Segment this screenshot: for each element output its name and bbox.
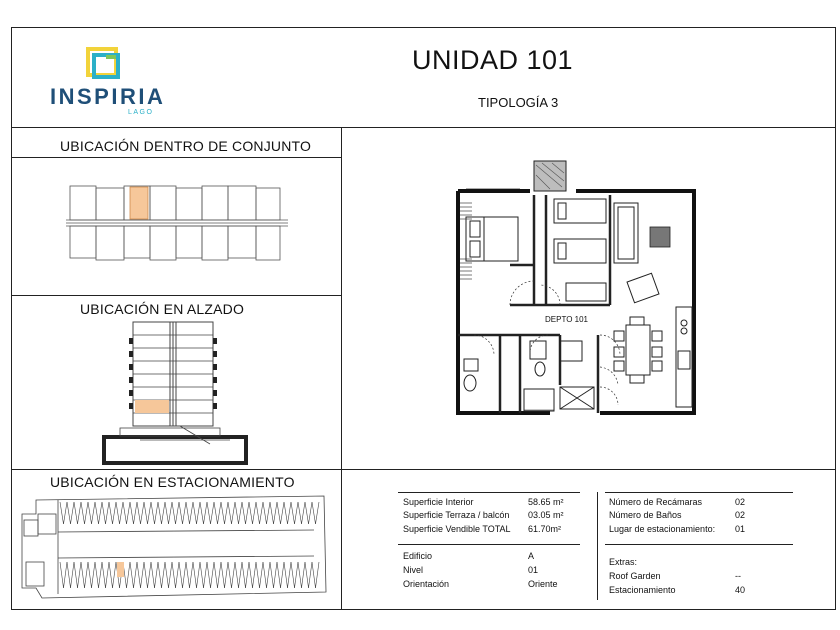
parking-stall-line — [211, 502, 215, 524]
parking-stall-line — [316, 562, 320, 588]
parking-stall-line — [134, 502, 138, 524]
parking-stall-line — [148, 562, 152, 588]
parking-stall-line — [176, 562, 180, 588]
parking-stall-line — [99, 562, 103, 588]
parking-stall-line — [284, 562, 288, 588]
area-value: 61.70m² — [528, 524, 562, 534]
parking-stall-line — [232, 502, 236, 524]
feature-value: 02 — [735, 510, 746, 520]
logo-mark-icon — [86, 47, 120, 79]
parking-stall-line — [113, 562, 117, 588]
area-value: 58.65 m² — [528, 497, 564, 507]
parking-stall-line — [260, 502, 264, 524]
parking-stall-line — [291, 502, 295, 524]
parking-stall-line — [242, 502, 246, 524]
parking-stall-line — [281, 502, 285, 524]
parking-stall-line — [113, 502, 117, 524]
parking-stall-line — [232, 562, 236, 588]
parking-stall-line — [235, 502, 239, 524]
parking-stall-line — [221, 562, 225, 588]
parking-stall-line — [165, 502, 169, 524]
parking-stall-line — [288, 562, 292, 588]
parking-stall-line — [92, 502, 96, 524]
extra-label: Estacionamiento — [609, 585, 676, 595]
parking-stall-line — [305, 502, 309, 524]
parking-stall-line — [312, 562, 316, 588]
parking-stall-line — [137, 502, 141, 524]
parking-stall-line — [151, 502, 155, 524]
parking-stall-line — [162, 502, 166, 524]
parking-stall-line — [200, 502, 204, 524]
building-label: Orientación — [403, 579, 450, 589]
parking-stall-line — [225, 502, 229, 524]
parking-stall-line — [74, 502, 78, 524]
parking-stall-line — [151, 562, 155, 588]
parking-stall-line — [263, 562, 267, 588]
feature-label: Número de Baños — [609, 510, 682, 520]
parking-stall-line — [74, 562, 78, 588]
highlighted-level — [135, 400, 169, 413]
parking-stall-line — [246, 562, 250, 588]
feature-label: Número de Recámaras — [609, 497, 703, 507]
feature-label: Lugar de estacionamiento: — [609, 524, 716, 534]
parking-stall-line — [95, 502, 99, 524]
highlighted-unit — [130, 187, 148, 219]
parking-stall-line — [176, 502, 180, 524]
parking-stall-line — [169, 502, 173, 524]
parking-stall-line — [190, 502, 194, 524]
parking-stall-line — [64, 562, 68, 588]
parking-stall-line — [71, 502, 75, 524]
parking-stall-line — [242, 562, 246, 588]
parking-stall-line — [130, 562, 134, 588]
parking-stall-line — [249, 562, 253, 588]
parking-stall-line — [260, 562, 264, 588]
estacionamiento-section-title: UBICACIÓN EN ESTACIONAMIENTO — [50, 474, 295, 490]
parking-stall-line — [186, 502, 190, 524]
parking-stall-line — [99, 502, 103, 524]
parking-stall-line — [246, 502, 250, 524]
parking-stall-line — [256, 562, 260, 588]
info-rule-right-middle — [605, 544, 793, 545]
parking-stall-line — [235, 562, 239, 588]
parking-stall-line — [106, 502, 110, 524]
parking-stall-line — [116, 502, 120, 524]
parking-stall-line — [81, 562, 85, 588]
parking-stall-line — [158, 502, 162, 524]
parking-stall-line — [162, 562, 166, 588]
parking-stall-line — [298, 502, 302, 524]
parking-stall-line — [120, 502, 124, 524]
alzado-section-title: UBICACIÓN EN ALZADO — [80, 301, 245, 317]
unit-title: UNIDAD 101 — [412, 45, 574, 75]
parking-stall-line — [81, 502, 85, 524]
parking-stall-line — [85, 562, 89, 588]
parking-stall-line — [270, 562, 274, 588]
parking-stall-line — [256, 502, 260, 524]
parking-stall-line — [183, 502, 187, 524]
parking-stall-line — [218, 502, 222, 524]
extras-title: Extras: — [609, 557, 638, 567]
parking-stall-line — [186, 562, 190, 588]
parking-stall-line — [130, 502, 134, 524]
parking-stall-line — [316, 502, 320, 524]
info-rule-left-middle — [398, 544, 580, 545]
parking-stall-line — [179, 562, 183, 588]
parking-stall-line — [207, 502, 211, 524]
parking-stall-line — [270, 502, 274, 524]
parking-stall-line — [288, 502, 292, 524]
elevation-diagram — [100, 318, 250, 468]
info-rule-left-top — [398, 492, 580, 493]
parking-stall-line — [88, 562, 92, 588]
parking-stall-line — [295, 562, 299, 588]
parking-stall-line — [123, 502, 127, 524]
parking-stall-line — [302, 562, 306, 588]
parking-stall-line — [179, 502, 183, 524]
parking-stall-line — [228, 562, 232, 588]
parking-stall-line — [183, 562, 187, 588]
highlighted-parking-spot — [117, 562, 124, 577]
parking-stall-line — [88, 502, 92, 524]
parking-stall-line — [295, 502, 299, 524]
parking-stall-line — [211, 562, 215, 588]
floor-plan-unit-label: DEPTO 101 — [545, 315, 588, 324]
parking-stall-line — [193, 502, 197, 524]
parking-stall-line — [64, 502, 68, 524]
floor-plan-drawing — [450, 155, 700, 417]
area-label: Superficie Vendible TOTAL — [403, 524, 511, 534]
info-rule-right-top — [605, 492, 793, 493]
parking-stall-line — [239, 562, 243, 588]
parking-stall-line — [155, 502, 159, 524]
parking-stall-line — [274, 562, 278, 588]
parking-stall-line — [60, 562, 64, 588]
parking-stall-line — [309, 562, 313, 588]
parking-stall-line — [127, 502, 131, 524]
parking-stall-line — [218, 562, 222, 588]
feature-value: 01 — [735, 524, 746, 534]
parking-stall-line — [102, 502, 106, 524]
parking-stall-line — [228, 502, 232, 524]
parking-stall-line — [197, 562, 201, 588]
parking-stall-line — [137, 562, 141, 588]
area-label: Superficie Interior — [403, 497, 474, 507]
conjunto-section-title: UBICACIÓN DENTRO DE CONJUNTO — [60, 138, 312, 154]
parking-stall-line — [148, 502, 152, 524]
parking-stall-line — [109, 562, 113, 588]
parking-stall-line — [92, 562, 96, 588]
parking-stall-line — [253, 562, 257, 588]
parking-stall-line — [291, 562, 295, 588]
parking-stall-line — [298, 562, 302, 588]
parking-stall-line — [267, 502, 271, 524]
parking-stall-line — [277, 562, 281, 588]
parking-stall-line — [67, 502, 71, 524]
parking-stall-line — [71, 562, 75, 588]
parking-stall-line — [312, 502, 316, 524]
tipologia-label: TIPOLOGÍA 3 — [478, 95, 559, 110]
parking-stall-line — [253, 502, 257, 524]
area-label: Superficie Terraza / balcón — [403, 510, 510, 520]
parking-stall-line — [134, 562, 138, 588]
parking-stall-line — [109, 502, 113, 524]
parking-stall-line — [284, 502, 288, 524]
building-label: Edificio — [403, 551, 433, 561]
parking-stall-line — [155, 562, 159, 588]
parking-stall-line — [200, 562, 204, 588]
parking-stall-line — [302, 502, 306, 524]
info-column-divider — [597, 492, 598, 600]
building-value: Oriente — [528, 579, 558, 589]
feature-value: 02 — [735, 497, 746, 507]
building-value: A — [528, 551, 535, 561]
building-label: Nivel — [403, 565, 424, 575]
parking-stall-line — [190, 562, 194, 588]
header-divider — [11, 127, 836, 128]
parking-stall-line — [127, 562, 131, 588]
parking-stall-line — [144, 562, 148, 588]
extra-label: Roof Garden — [609, 571, 661, 581]
parking-plan-diagram — [14, 494, 332, 602]
parking-stall-line — [249, 502, 253, 524]
parking-stall-line — [274, 502, 278, 524]
parking-stall-line — [204, 562, 208, 588]
parking-stall-line — [141, 502, 145, 524]
parking-stall-line — [263, 502, 267, 524]
parking-stall-line — [158, 562, 162, 588]
parking-stall-line — [78, 502, 82, 524]
brand-subname: LAGO — [128, 109, 154, 116]
parking-stall-line — [239, 502, 243, 524]
parking-stall-line — [207, 562, 211, 588]
site-plan-diagram — [66, 182, 288, 266]
extra-value: -- — [735, 571, 741, 581]
parking-stall-line — [309, 502, 313, 524]
alzado-divider — [11, 295, 341, 296]
parking-stall-line — [67, 562, 71, 588]
parking-stall-line — [95, 562, 99, 588]
parking-stall-line — [169, 562, 173, 588]
parking-stall-line — [267, 562, 271, 588]
parking-stall-line — [141, 562, 145, 588]
parking-stall-line — [197, 502, 201, 524]
parking-stall-line — [305, 562, 309, 588]
left-column-divider — [341, 127, 342, 610]
parking-stall-line — [281, 562, 285, 588]
conjunto-title-rule — [11, 157, 341, 158]
area-value: 03.05 m² — [528, 510, 564, 520]
building-value: 01 — [528, 565, 539, 575]
parking-stall-line — [144, 502, 148, 524]
parking-stall-line — [172, 562, 176, 588]
parking-stall-line — [60, 502, 64, 524]
parking-stall-line — [204, 502, 208, 524]
parking-stall-line — [102, 562, 106, 588]
bottom-divider — [11, 469, 836, 470]
parking-stall-line — [221, 502, 225, 524]
parking-stall-line — [225, 562, 229, 588]
parking-stall-line — [85, 502, 89, 524]
parking-stall-line — [78, 562, 82, 588]
parking-stall-line — [165, 562, 169, 588]
parking-stall-line — [214, 562, 218, 588]
brand-name: INSPIRIA — [50, 84, 166, 109]
parking-stall-line — [193, 562, 197, 588]
parking-stall-line — [106, 562, 110, 588]
parking-stall-line — [172, 502, 176, 524]
parking-stall-line — [277, 502, 281, 524]
parking-stall-line — [214, 502, 218, 524]
extra-value: 40 — [735, 585, 746, 595]
